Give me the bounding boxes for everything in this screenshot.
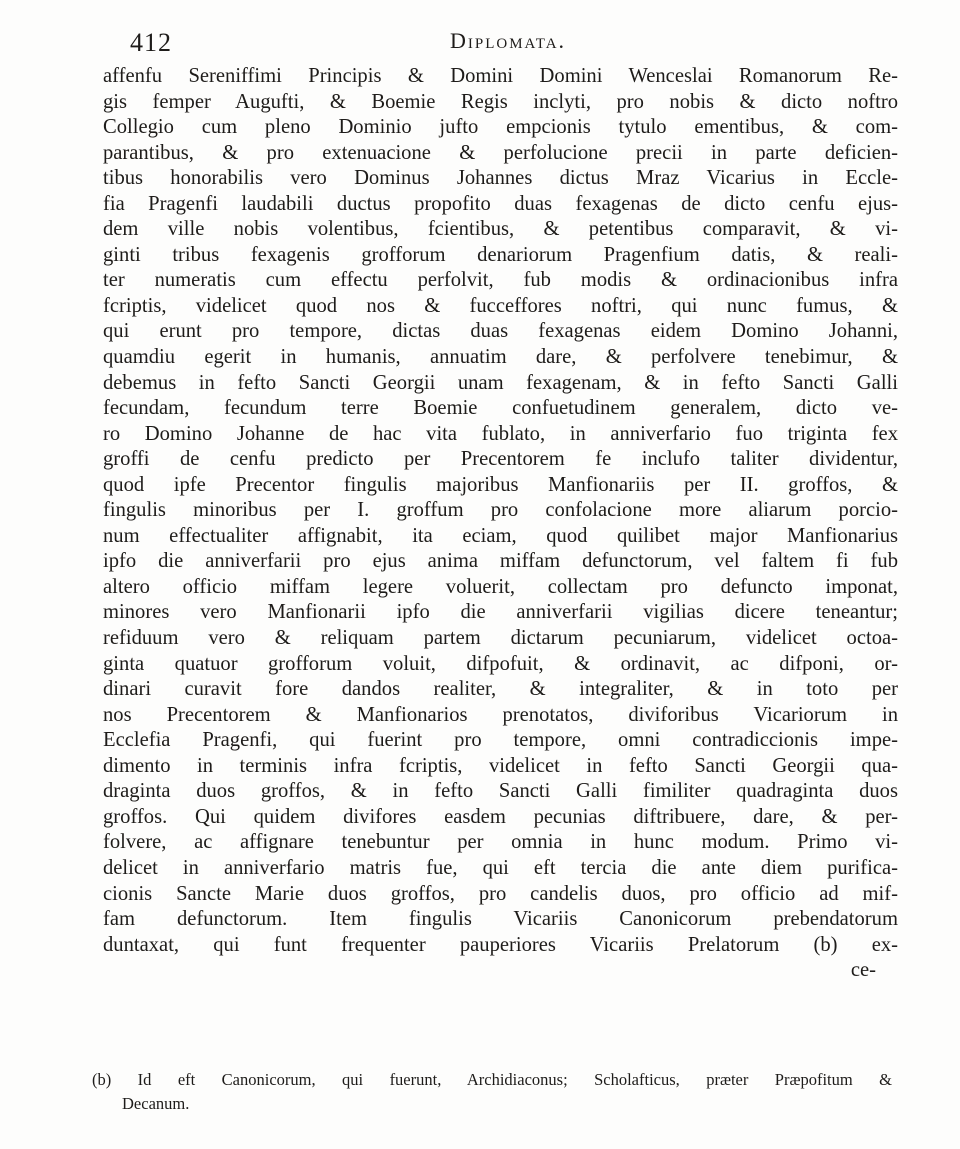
text-line: qui erunt pro tempore, dictas duas fexagenas eidem Domino Johanni, [103,320,898,343]
text-line: Ecclefia Pragenfi, qui fuerint pro tempore, omni contradiccionis impe- [103,729,898,752]
text-line: num effectualiter affignabit, ita eciam, quod quilibet major Manfionarius [103,524,898,547]
text-line: quamdiu egerit in humanis, annuatim dare, & perfolvere tenebimur, & [103,346,898,369]
text-line: tibus honorabilis vero Dominus Johannes dictus Mraz Vicarius in Eccle- [103,167,898,190]
text-line: folvere, ac affignare tenebuntur per omnia in hunc modum. Primo vi- [103,831,898,854]
running-title: Diplomata. [450,28,567,53]
text-line: altero officio miffam legere voluerit, collectam pro defuncto imponat, [103,575,898,598]
text-line: ipfo die anniverfarii pro ejus anima miffam defunctorum, vel faltem fi fub [103,550,898,573]
text-line: gis femper Augufti, & Boemie Regis inclyti, pro nobis & dicto noftro [103,90,898,113]
text-line: Collegio cum pleno Dominio jufto empcionis tytulo ementibus, & com- [103,116,898,139]
footnote-line: Decanum. [122,1094,190,1113]
text-line: affenfu Sereniffimi Principis & Domini Domini Wenceslai Romanorum Re- [103,65,898,87]
text-line: parantibus, & pro extenuacione & perfolucione precii in parte deficien- [103,141,898,164]
text-line: ginti tribus fexagenis grofforum denariorum Pragenfium datis, & reali- [103,243,898,266]
text-line: fingulis minoribus per I. groffum pro confolacione more aliarum porcio- [103,499,898,522]
text-line: groffos. Qui quidem divifores easdem pecunias diftribuere, dare, & per- [103,805,898,828]
text-line: dinari curavit fore dandos realiter, & integraliter, & in toto per [103,678,898,701]
catchword: ce- [850,959,876,982]
text-line: fam defunctorum. Item fingulis Vicariis Canonicorum prebendatorum [103,908,898,931]
text-line: ginta quatuor grofforum voluit, difpofuit, & ordinavit, ac difponi, or- [103,652,898,675]
text-line: fcriptis, videlicet quod nos & fucceffores noftri, qui nunc fumus, & [103,294,898,317]
text-line: dimento in terminis infra fcriptis, videlicet in fefto Sancti Georgii qua- [103,754,898,777]
text-line: minores vero Manfionarii ipfo die anniverfarii vigilias dicere teneantur; [103,601,898,624]
text-line: fia Pragenfi laudabili ductus propofito duas fexagenas de dicto cenfu ejus- [103,192,898,215]
text-line: draginta duos groffos, & in fefto Sancti Galli fimiliter quadraginta duos [103,780,898,803]
text-line: duntaxat, qui funt frequenter pauperiores Vicariis Prelatorum (b) ex- [103,933,898,956]
running-head [130,28,850,62]
text-line: ro Domino Johanne de hac vita fublato, in anniverfario fuo triginta fex [103,422,898,445]
text-line: delicet in anniverfario matris fue, qui eft tercia die ante diem purifica- [103,856,898,879]
text-line: quod ipfe Precentor fingulis majoribus Manfionariis per II. groffos, & [103,473,898,496]
text-line: debemus in fefto Sancti Georgii unam fexagenam, & in fefto Sancti Galli [103,371,898,394]
main-text-block [103,64,898,984]
text-line: cionis Sancte Marie duos groffos, pro candelis duos, pro officio ad mif- [103,882,898,905]
text-line: fecundam, fecundum terre Boemie confuetudinem generalem, dicto ve- [103,397,898,420]
footnote-line: (b) Id eft Canonicorum, qui fuerunt, Archidiaconus; Scholafticus, præter Præpofitum & [92,1070,892,1089]
text-line: refiduum vero & reliquam partem dictarum pecuniarum, videlicet octoa- [103,627,898,650]
text-line: nos Precentorem & Manfionarios prenotatos, diviforibus Vicariorum in [103,703,898,726]
text-line: groffi de cenfu predicto per Precentorem fe inclufo taliter dividentur, [103,448,898,471]
text-line: ter numeratis cum effectu perfolvit, fub modis & ordinacionibus infra [103,269,898,292]
text-line: dem ville nobis volentibus, fcientibus, & petentibus comparavit, & vi- [103,218,898,241]
page-number: 412 [130,28,172,57]
footnote [92,1068,892,1116]
